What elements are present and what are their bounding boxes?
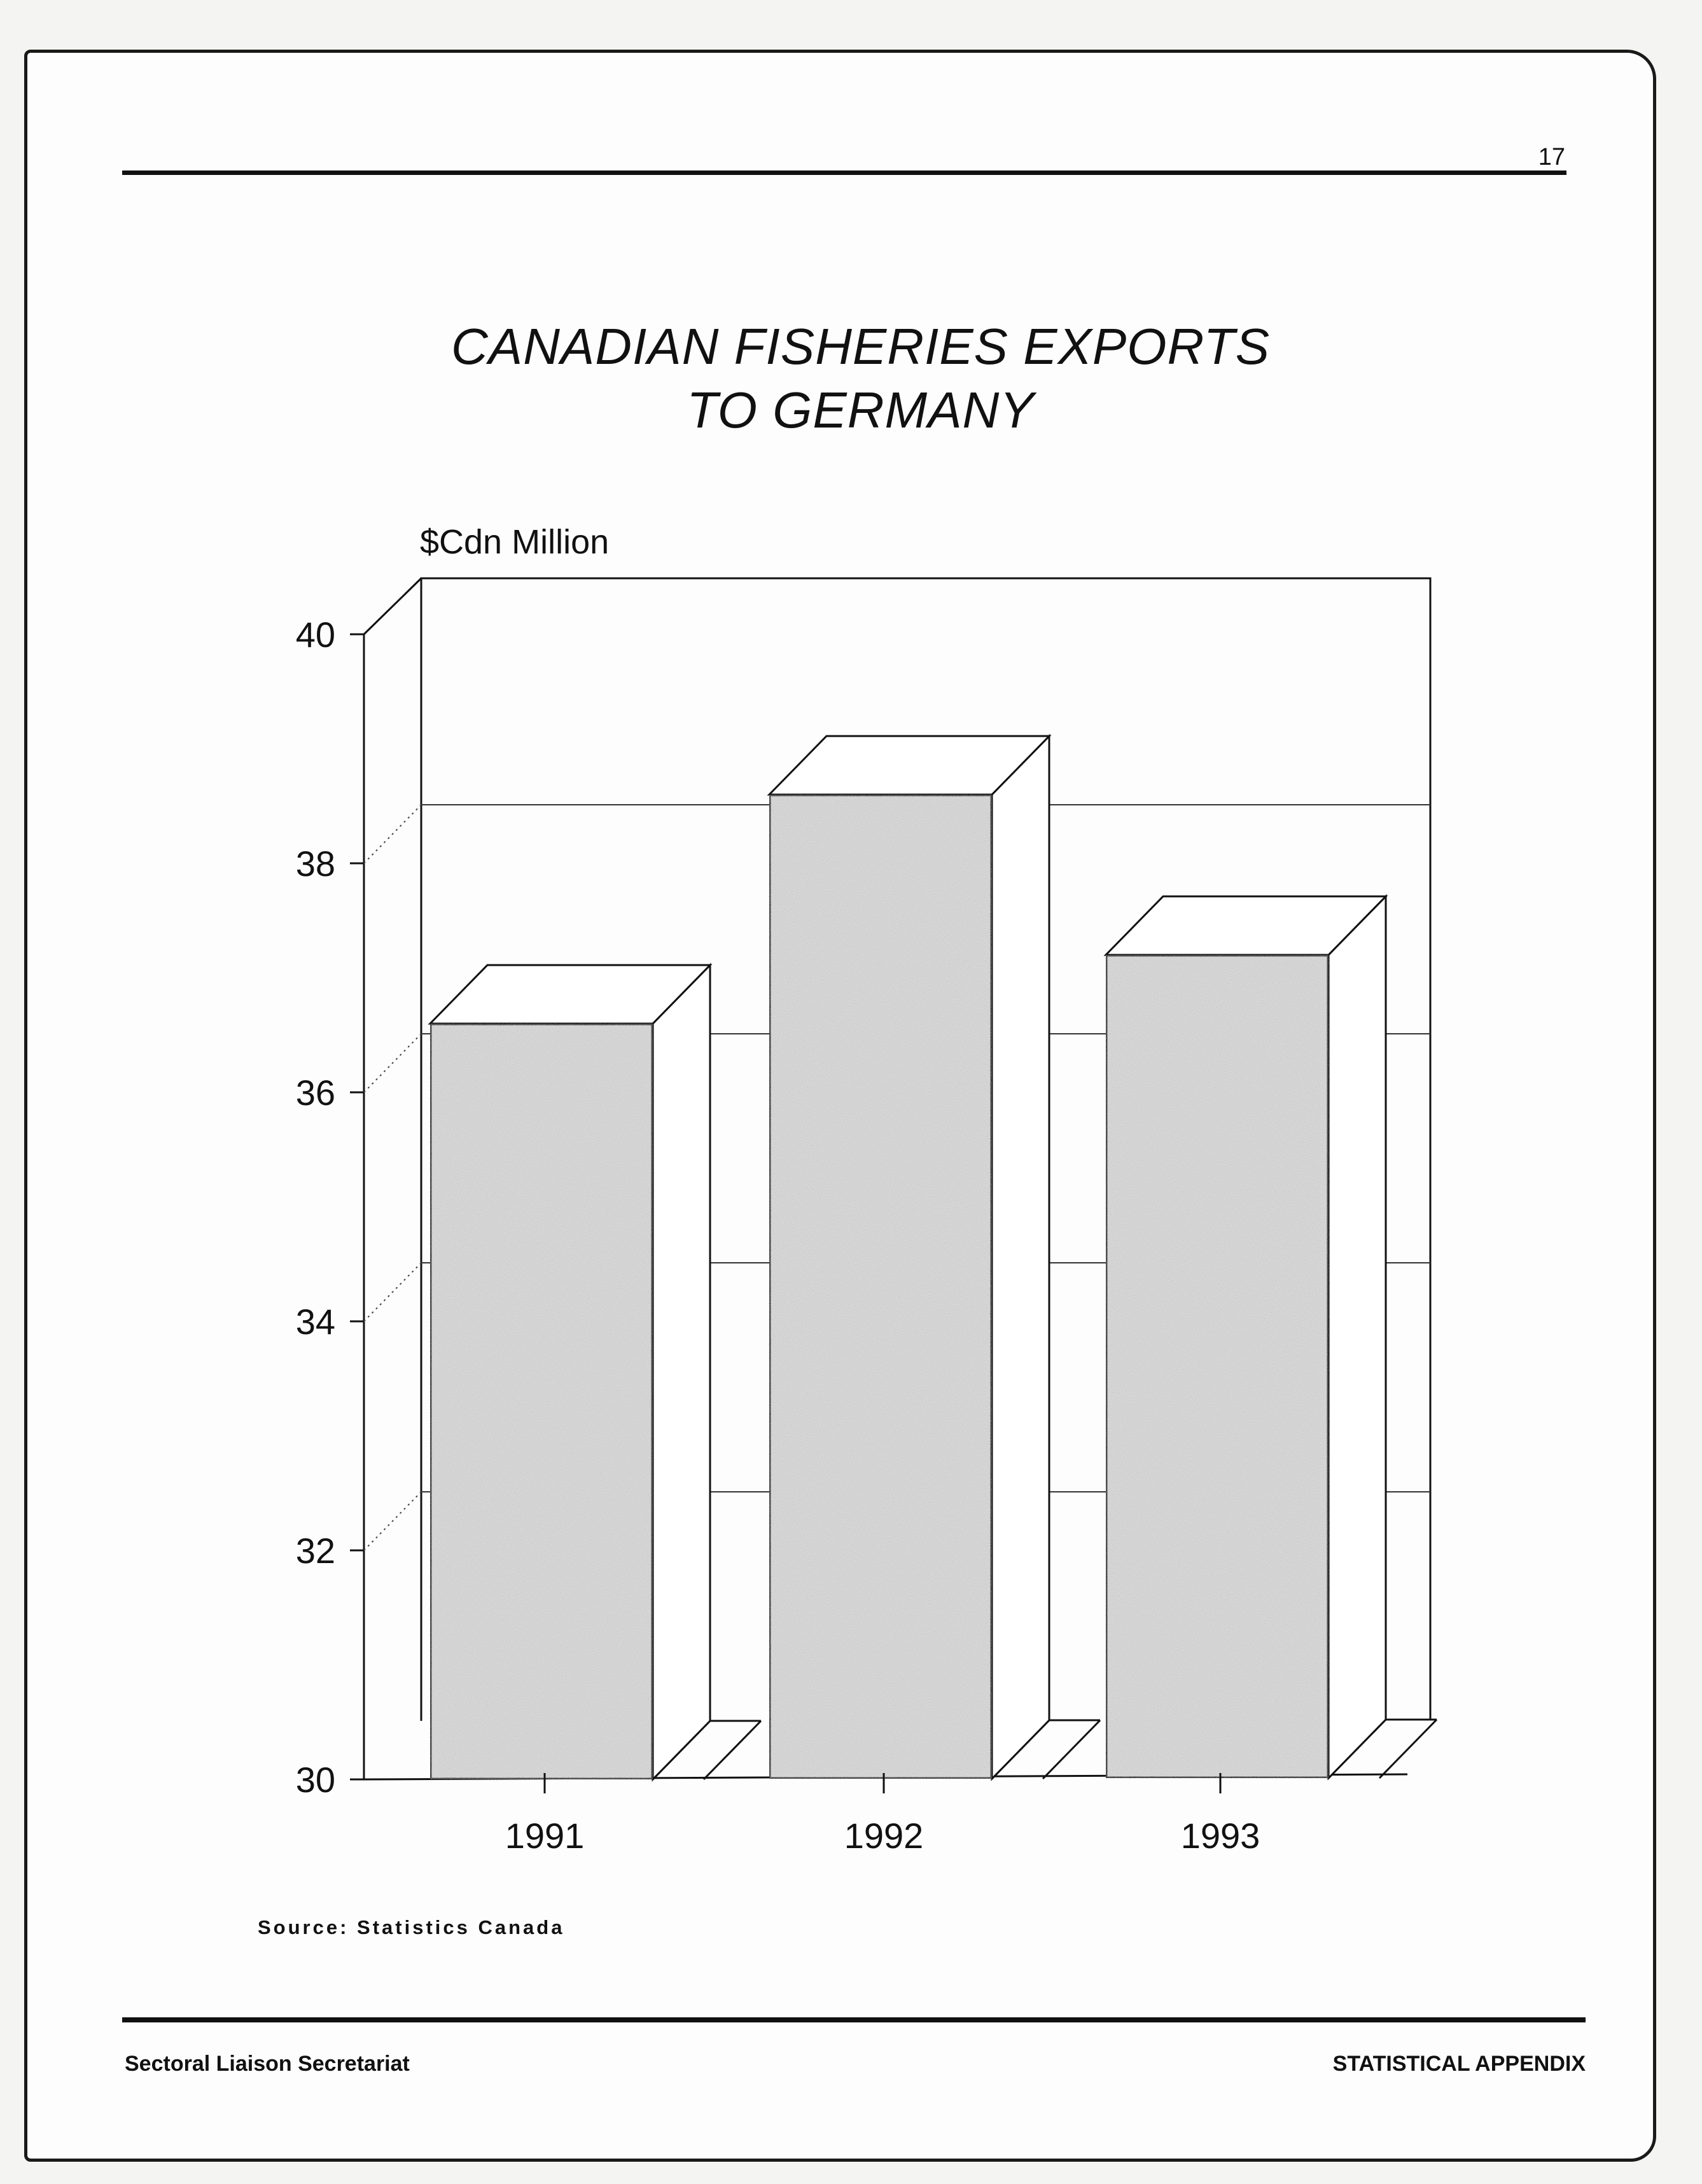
grid-depth-connector-38 — [364, 805, 421, 863]
grid-depth-connector-34 — [364, 1263, 421, 1321]
bar-side-1993 — [1329, 896, 1386, 1778]
grid-depth-connector-36 — [364, 1034, 421, 1092]
bar-1992 — [769, 795, 992, 1779]
y-axis-depth-edge — [364, 578, 421, 634]
y-tick-label-34: 34 — [295, 1302, 335, 1342]
bar-floor-return-1991 — [704, 1721, 761, 1779]
y-tick-label-36: 36 — [295, 1073, 335, 1113]
footer-section: STATISTICAL APPENDIX — [1332, 2052, 1586, 2076]
y-tick-label-32: 32 — [295, 1531, 335, 1571]
footer-rule — [122, 2017, 1586, 2022]
bar-1993 — [1106, 955, 1329, 1778]
footer-publisher: Sectoral Liaison Secretariat — [125, 2052, 410, 2076]
bar-side-1992 — [992, 736, 1049, 1779]
chart-title-line-2: TO GERMANY — [687, 382, 1035, 438]
y-tick-label-38: 38 — [295, 844, 335, 884]
bar-floor-return-1993 — [1379, 1720, 1437, 1778]
x-tick-label-1991: 1991 — [505, 1816, 585, 1856]
y-tick-label-40: 40 — [295, 615, 335, 655]
chart-title-line-1: CANADIAN FISHERIES EXPORTS — [450, 318, 1270, 375]
bar-floor-return-1992 — [1043, 1720, 1100, 1779]
x-tick-label-1993: 1993 — [1180, 1816, 1260, 1856]
x-tick-label-1992: 1992 — [844, 1816, 924, 1856]
bar-1991 — [430, 1024, 653, 1779]
source-note: Source: Statistics Canada — [258, 1916, 565, 1938]
grid-depth-connector-32 — [364, 1492, 421, 1550]
page-number: 17 — [1538, 144, 1565, 170]
y-axis-label: $Cdn Million — [420, 523, 610, 561]
bar-side-1991 — [653, 965, 710, 1779]
y-tick-label-30: 30 — [295, 1760, 335, 1800]
